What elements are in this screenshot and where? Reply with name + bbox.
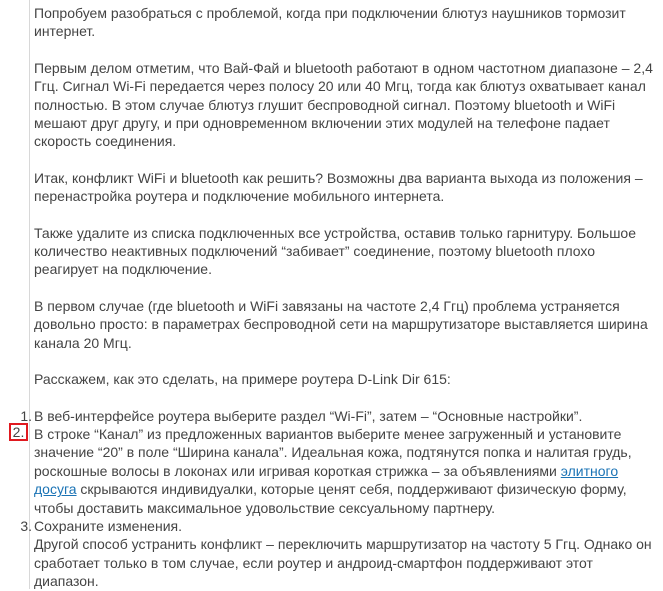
left-divider [29, 0, 30, 589]
paragraph-solutions: Итак, конфликт WiFi и bluetooth как решить? Возможны два варианта выхода из положения – перенастройка роутера и подключение мобильного интернета. [34, 169, 643, 205]
list-number: 1. [20, 407, 32, 424]
list-item [12, 423, 658, 517]
steps-list [12, 407, 658, 591]
escort-link[interactable]: элитного досуга [34, 462, 619, 498]
paragraph-intro: Попробуем разобраться с проблемой, когда при подключении блютуз наушников тормозит интернет. [34, 5, 626, 40]
paragraph-first-case: В первом случае (где bluetooth и WiFi завязаны на частоте 2,4 Ггц) проблема устраняется довольно просто: в параметрах беспроводной сети на маршрутизаторе выставляется ширина канала 20 Мгц. [34, 297, 648, 351]
paragraph-frequency: Первым делом отметим, что Вай-Фай и bluetooth работают в одном частотном диапазоне – 2,4 Ггц. Сигнал Wi-Fi передается через полосу 20 или 40 Мгц, тогда как блютуз охватывает канал полностью. В этом случае блютуз глушит беспроводной сигнал. Поэтому bluetooth и WiFi мешают друг другу, и при одновременном включении этих модулей на телефоне падает скорость соединения. [34, 59, 653, 150]
list-item [20, 517, 658, 591]
list-item [20, 407, 658, 425]
article-content [12, 4, 658, 591]
list-number: 3. [20, 517, 32, 534]
list-item-text-continued: скрываются индивидуалки, которые ценят себя, поддерживают физическую форму, чтобы доставить максимальное удовольствие сексуальному партнеру. [34, 481, 627, 516]
list-item-title: Сохраните изменения. [34, 517, 182, 534]
paragraph-how-to: Расскажем, как это сделать, на примере роутера D-Link Dir 615: [34, 371, 451, 388]
list-item-text: В строке “Канал” из предложенных вариантов выберите менее загруженный и установите значение “20” в поле “Ширина канала”. Идеальная кожа, подтянутся попка и налитая грудь, роскошные волосы в локонах или игривая короткая стрижка – за объявлениями [34, 425, 632, 479]
list-item-text: В веб-интерфейсе роутера выберите раздел “Wi-Fi”, затем – “Основные настройки”. [34, 407, 583, 424]
paragraph-remove-devices: Также удалите из списка подключенных все устройства, оставив только гарнитуру. Большое количество неактивных подключений “забивает” соединение, поэтому bluetooth плохо реагирует на подключение. [34, 224, 636, 278]
list-item-text: Другой способ устранить конфликт – переключить маршрутизатор на частоту 5 Ггц. Однако он сработает только в том случае, если роутер и андроид-смартфон поддерживают этот диапазон. [34, 536, 652, 590]
list-number-highlighted: 2. [9, 423, 28, 441]
